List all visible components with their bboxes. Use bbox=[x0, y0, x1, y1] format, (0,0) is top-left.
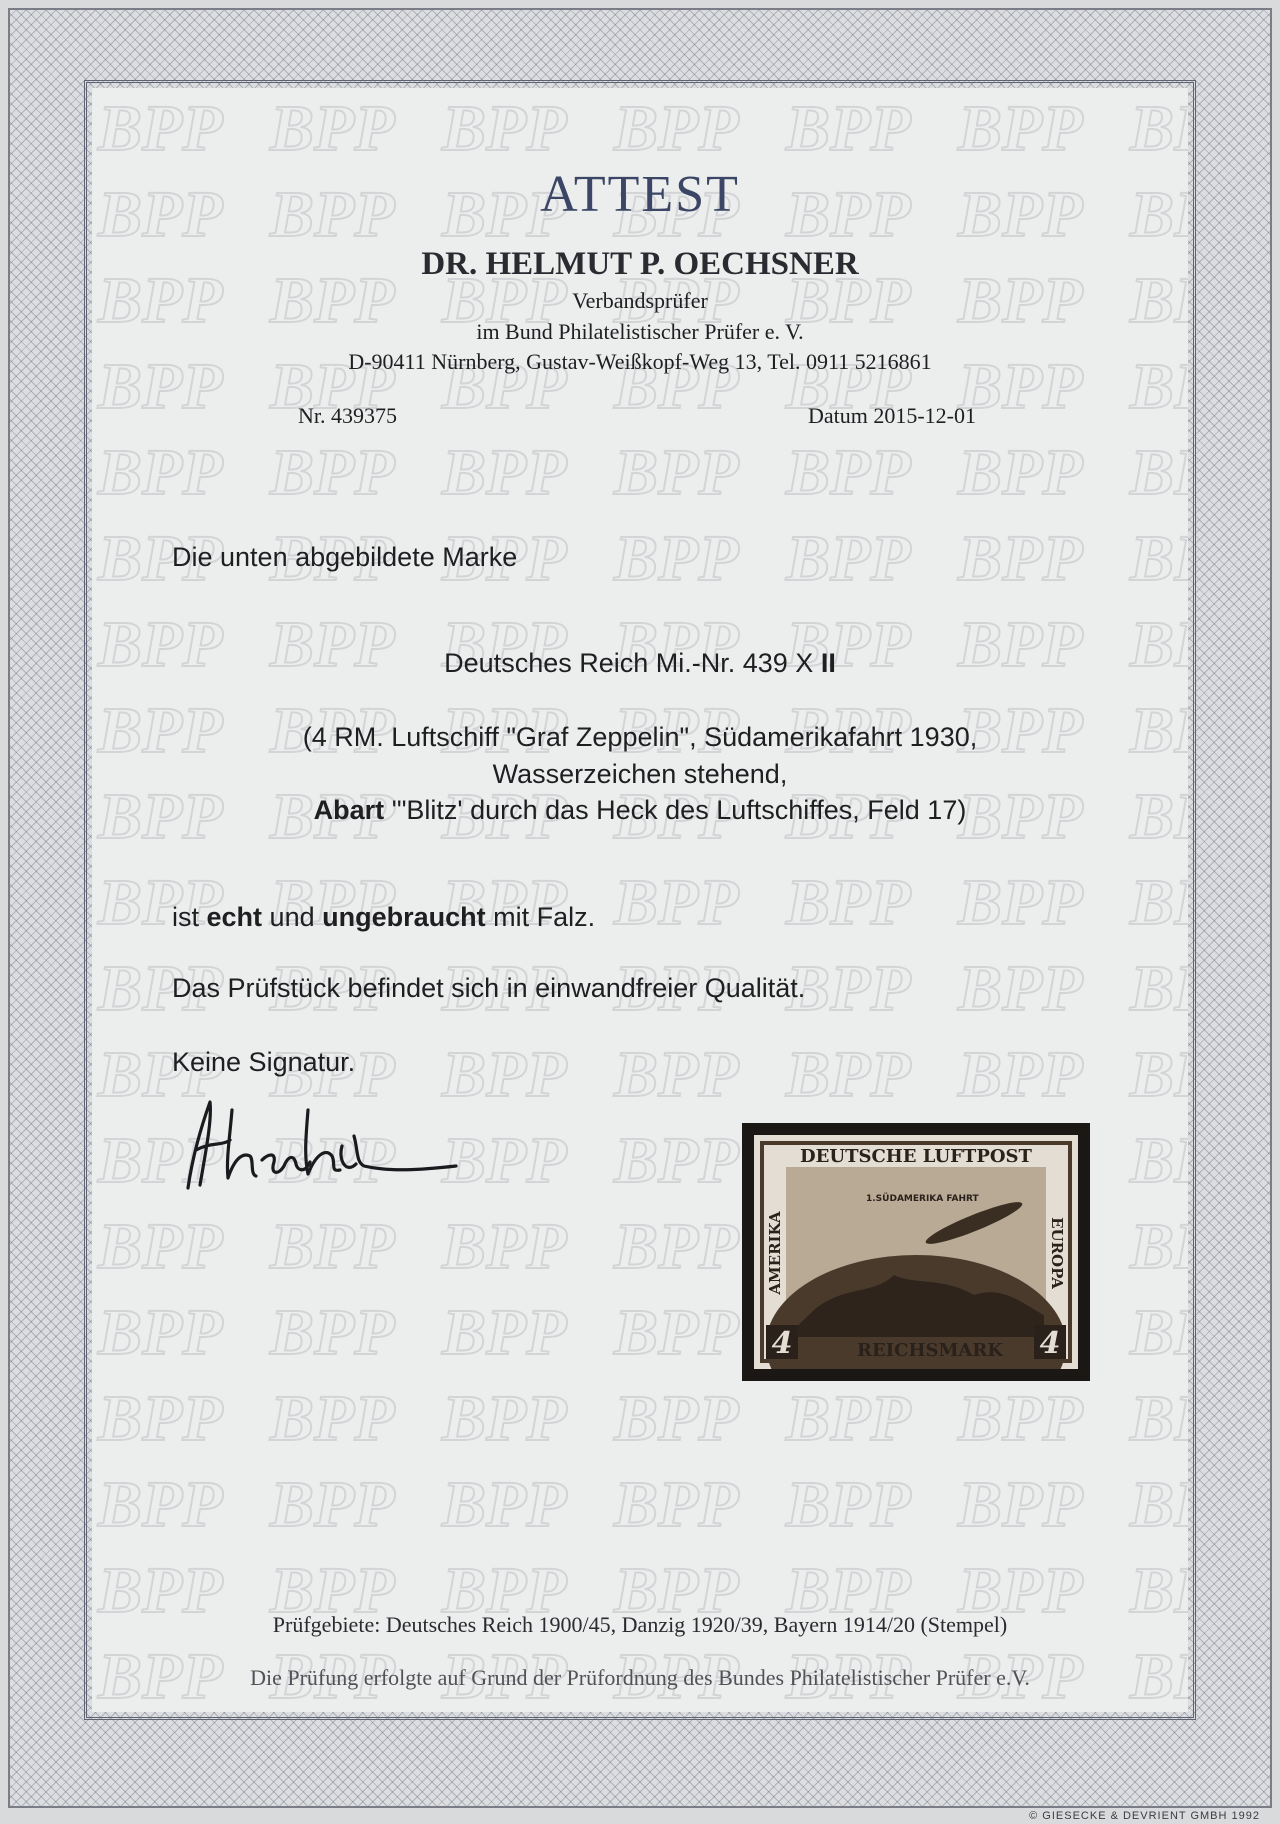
certificate-number: Nr. 439375 bbox=[298, 403, 397, 428]
variety-label: Abart bbox=[313, 795, 385, 825]
testing-areas: Prüfgebiete: Deutsches Reich 1900/45, Danzig 1920/39, Bayern 1914/20 (Stempel) bbox=[272, 1612, 1008, 1637]
genuine-label: echt bbox=[206, 902, 263, 932]
description-line-3 bbox=[0, 795, 1280, 826]
statement-part: und bbox=[262, 902, 323, 932]
printer-credit: © GIESECKE & DEVRIENT GMBH 1992 bbox=[1029, 1810, 1260, 1822]
intro-text: Die unten abgebildete Marke bbox=[172, 542, 518, 572]
testing-basis: Die Prüfung erfolgte auf Grund der Prüfordnung des Bundes Philatelistischer Prüfer e.V. bbox=[250, 1665, 1030, 1690]
description-line-1: (4 RM. Luftschiff "Graf Zeppelin", Südamerikafahrt 1930, bbox=[302, 722, 978, 752]
quality-statement: Das Prüfstück befindet sich in einwandfreier Qualität. bbox=[172, 973, 806, 1003]
handwritten-signature bbox=[170, 1090, 460, 1200]
stamp-right-text: EUROPA bbox=[1048, 1217, 1066, 1289]
stamp-bottom-text: REICHSMARK bbox=[857, 1340, 1003, 1361]
certificate-title: ATTEST bbox=[540, 166, 740, 223]
unused-label: ungebraucht bbox=[322, 902, 486, 932]
stamp-value-left: 4 bbox=[771, 1326, 793, 1361]
variety-text: '"Blitz' durch das Heck des Luftschiffes, Feld 17) bbox=[384, 795, 967, 825]
authenticity-statement bbox=[172, 902, 595, 933]
catalog-variant: II bbox=[820, 648, 836, 678]
stamp-left-text: AMERIKA bbox=[766, 1211, 784, 1295]
issuer-address: D-90411 Nürnberg, Gustav-Weißkopf-Weg 13, Tel. 0911 5216861 bbox=[348, 349, 932, 374]
certificate-date: Datum 2015-12-01 bbox=[807, 403, 976, 428]
catalog-number bbox=[0, 648, 1280, 679]
statement-part: mit Falz. bbox=[485, 902, 596, 932]
stamp-image bbox=[742, 1123, 1090, 1381]
issuer-name: DR. HELMUT P. OECHSNER bbox=[421, 246, 859, 282]
issuer-association: im Bund Philatelistischer Prüfer e. V. bbox=[476, 319, 804, 344]
issuer-role: Verbandsprüfer bbox=[572, 288, 708, 313]
catalog-prefix: Deutsches Reich Mi.-Nr. 439 X bbox=[444, 648, 821, 678]
stamp-design bbox=[754, 1135, 1078, 1369]
description-line-2: Wasserzeichen stehend, bbox=[492, 759, 788, 789]
signature-note: Keine Signatur. bbox=[172, 1047, 356, 1077]
stamp-top-text: DEUTSCHE LUFTPOST bbox=[800, 1146, 1032, 1167]
stamp-overprint: 1.SÜDAMERIKA FAHRT bbox=[866, 1194, 979, 1204]
zeppelin-stamp-illustration bbox=[754, 1135, 1078, 1369]
stamp-value-right: 4 bbox=[1039, 1326, 1061, 1361]
statement-part: ist bbox=[172, 902, 207, 932]
